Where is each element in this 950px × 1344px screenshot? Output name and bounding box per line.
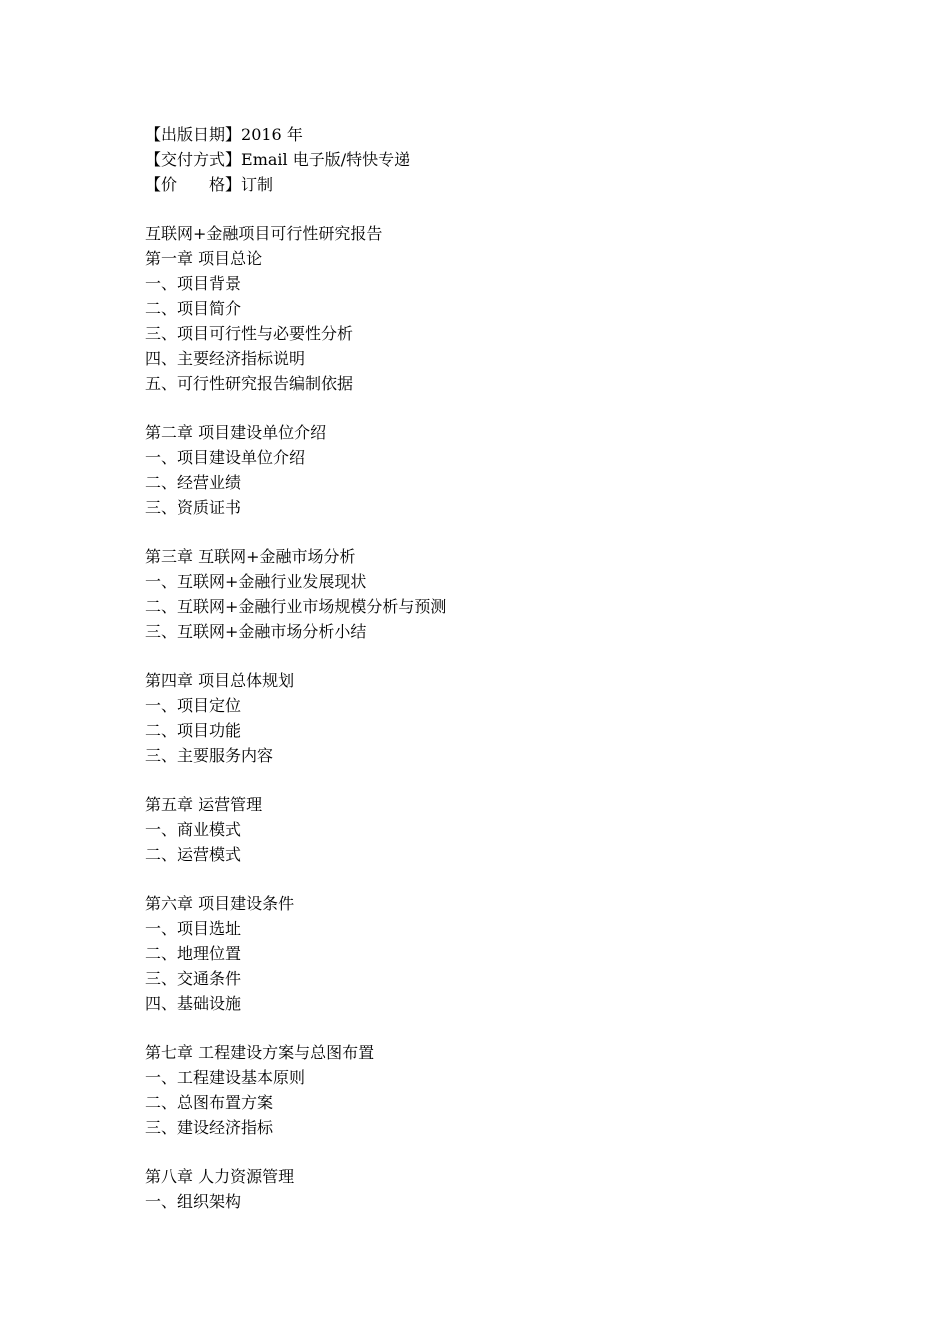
chapter-item: 三、建设经济指标 [145, 1118, 274, 1137]
meta-row-price [145, 172, 845, 197]
document-page [145, 122, 845, 1214]
chapter-item: 二、项目简介 [145, 299, 242, 318]
chapter-title: 第六章 项目建设条件 [145, 894, 295, 913]
chapter-title: 第八章 人力资源管理 [145, 1167, 295, 1186]
chapter-item: 三、资质证书 [145, 498, 242, 517]
chapter-title: 第一章 项目总论 [145, 249, 263, 268]
meta-value: 2016 年 [241, 125, 303, 144]
chapter-item: 一、项目选址 [145, 919, 242, 938]
chapter-item: 三、主要服务内容 [145, 746, 274, 765]
chapter-item: 四、主要经济指标说明 [145, 349, 306, 368]
meta-value: Email 电子版/特快专递 [241, 150, 411, 169]
chapter-title: 第七章 工程建设方案与总图布置 [145, 1043, 375, 1062]
chapter-item: 二、经营业绩 [145, 473, 242, 492]
chapter-item: 二、项目功能 [145, 721, 242, 740]
chapter-item: 一、组织架构 [145, 1192, 242, 1211]
meta-key: 【出版日期】 [145, 125, 242, 144]
meta-key: 【价 格】 [145, 175, 242, 194]
report-title: 互联网+金融项目可行性研究报告 [145, 224, 383, 243]
chapter-item: 一、互联网+金融行业发展现状 [145, 572, 367, 591]
chapter-item: 三、互联网+金融市场分析小结 [145, 622, 367, 641]
chapter-title: 第四章 项目总体规划 [145, 671, 295, 690]
chapter-item: 一、项目定位 [145, 696, 242, 715]
chapter-title: 第五章 运营管理 [145, 795, 263, 814]
chapter-item: 一、商业模式 [145, 820, 242, 839]
chapter-item: 二、地理位置 [145, 944, 242, 963]
meta-row-date [145, 122, 845, 147]
chapter-item: 四、基础设施 [145, 994, 242, 1013]
chapter-title: 第二章 项目建设单位介绍 [145, 423, 327, 442]
chapter-item: 二、互联网+金融行业市场规模分析与预测 [145, 597, 447, 616]
chapter-item: 一、工程建设基本原则 [145, 1068, 306, 1087]
chapter-item: 三、项目可行性与必要性分析 [145, 324, 354, 343]
meta-row-delivery [145, 147, 845, 172]
chapter-title: 第三章 互联网+金融市场分析 [145, 547, 356, 566]
chapter-item: 二、运营模式 [145, 845, 242, 864]
chapter-item: 一、项目建设单位介绍 [145, 448, 306, 467]
meta-value: 订制 [241, 175, 274, 194]
meta-key: 【交付方式】 [145, 150, 242, 169]
chapter-item: 一、项目背景 [145, 274, 242, 293]
chapter-item: 五、可行性研究报告编制依据 [145, 374, 354, 393]
chapter-item: 三、交通条件 [145, 969, 242, 988]
chapter-item: 二、总图布置方案 [145, 1093, 274, 1112]
